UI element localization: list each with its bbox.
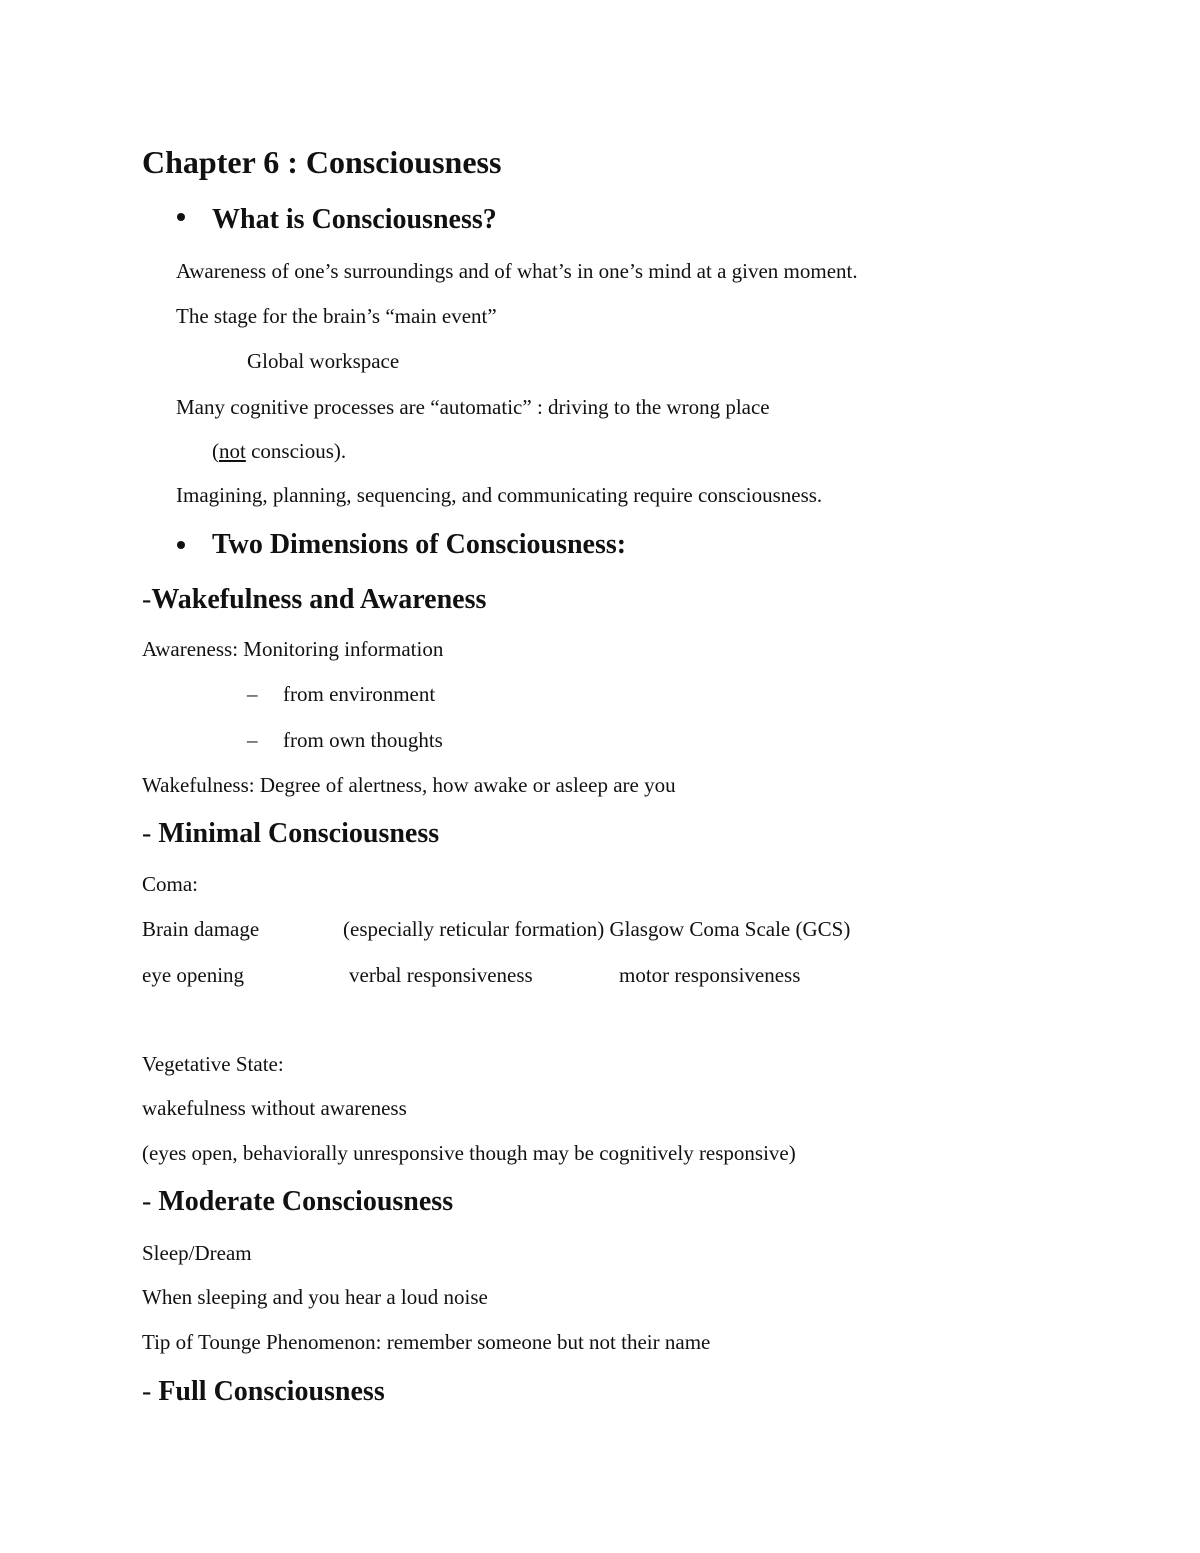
chapter-title: Chapter 6 : Consciousness	[142, 144, 502, 180]
dash: -	[142, 818, 159, 849]
text-cell: eye opening	[142, 963, 245, 987]
dash: -	[142, 1186, 159, 1217]
text-line: Sleep/Dream	[142, 1241, 252, 1265]
list-item-dash: –	[247, 682, 258, 706]
text-line: Awareness: Monitoring information	[142, 637, 444, 661]
text-line	[212, 438, 346, 464]
text-line: Tip of Tounge Phenomenon: remember someone but not their name	[142, 1330, 711, 1354]
text-line: (especially reticular formation) Glasgow Coma Scale (GCS)	[343, 917, 851, 941]
subheading-full	[142, 1375, 385, 1409]
text-line: Coma:	[142, 872, 198, 896]
text-line: The stage for the brain’s “main event”	[176, 304, 497, 328]
bullet-icon	[177, 541, 185, 549]
list-item: from environment	[283, 682, 436, 706]
subheading-moderate	[142, 1185, 453, 1219]
text-line: Vegetative State:	[142, 1052, 284, 1076]
text-line: Global workspace	[247, 349, 400, 373]
text-cell: verbal responsiveness	[349, 963, 533, 987]
text-part: conscious).	[245, 439, 347, 463]
underlined-text: not	[219, 439, 246, 463]
bullet-icon	[177, 213, 185, 221]
subheading-minimal	[142, 817, 439, 851]
text-line: When sleeping and you hear a loud noise	[142, 1285, 488, 1309]
text-line: wakefulness without awareness	[142, 1096, 407, 1120]
text-line: Many cognitive processes are “automatic” : driving to the wrong place	[176, 395, 770, 419]
subheading-text: Minimal Consciousness	[158, 818, 440, 849]
subheading-wakefulness-awareness	[142, 583, 486, 617]
subheading-text: Wakefulness and Awareness	[151, 584, 487, 615]
section-heading-two-dimensions: Two Dimensions of Consciousness:	[212, 529, 627, 560]
text-cell: motor responsiveness	[619, 963, 801, 987]
text-line: Wakefulness: Degree of alertness, how awake or asleep are you	[142, 773, 676, 797]
text-line: Awareness of one’s surroundings and of what’s in one’s mind at a given moment.	[176, 259, 858, 283]
text-line: Imagining, planning, sequencing, and communicating require consciousness.	[176, 483, 823, 507]
section-heading-what-is: What is Consciousness?	[212, 204, 497, 235]
text-line: (eyes open, behaviorally unresponsive though may be cognitively responsive)	[142, 1141, 796, 1165]
subheading-text: Moderate Consciousness	[158, 1186, 454, 1217]
text-line: Brain damage	[142, 917, 260, 941]
dash: -	[142, 1376, 159, 1407]
subheading-text: Full Consciousness	[158, 1376, 385, 1407]
list-item: from own thoughts	[283, 728, 443, 752]
list-item-dash: –	[247, 728, 258, 752]
dash: -	[142, 584, 152, 615]
text-part: (	[212, 439, 219, 463]
